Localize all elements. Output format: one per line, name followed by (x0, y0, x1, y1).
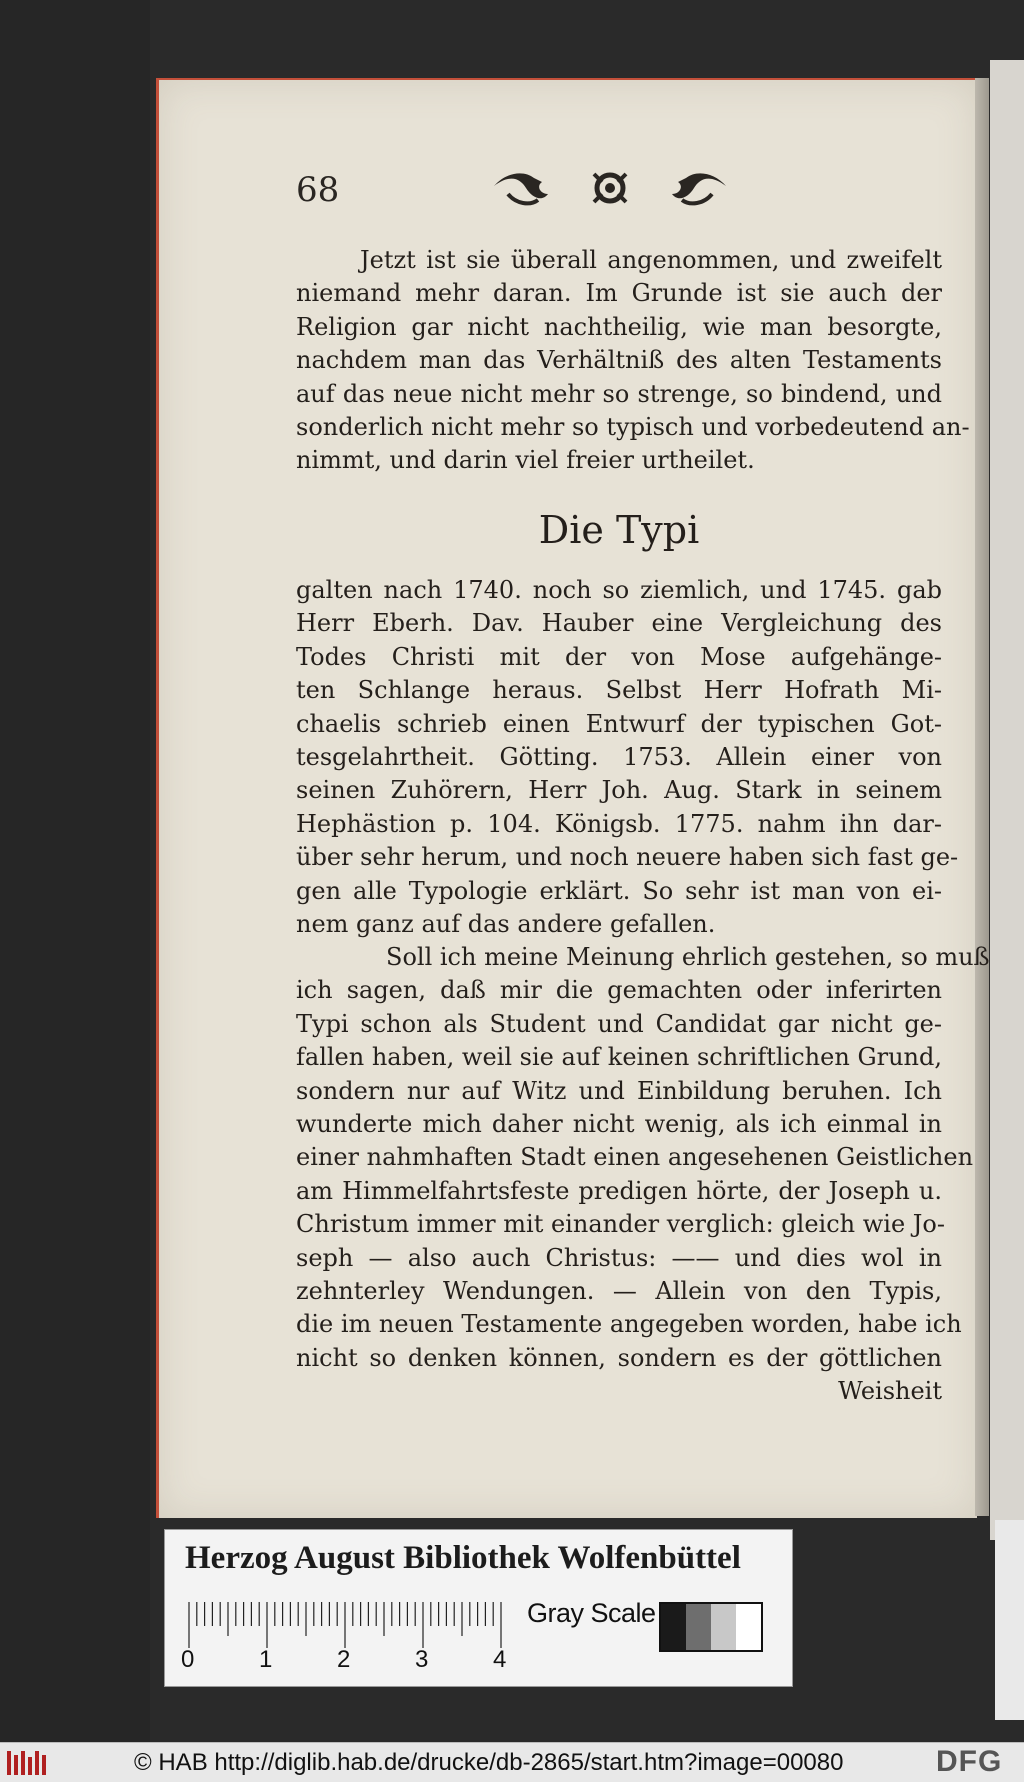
text-line: Hephästion p. 104. Königsb. 1775. nahm ihn dar- (296, 809, 942, 838)
ruler-number: 4 (493, 1646, 507, 1673)
text-line: Soll ich meine Meinung ehrlich gestehen, so muß (386, 943, 990, 971)
adjacent-page-edge (990, 60, 1024, 1540)
color-calibration-label (164, 1529, 793, 1687)
gray-scale-label: Gray Scale (527, 1598, 656, 1628)
text-line: gen alle Typologie erklärt. So sehr ist man von ei- (296, 876, 942, 905)
hab-logo-icon (6, 1749, 48, 1777)
ruler-number: 3 (415, 1646, 429, 1673)
text-line: seph — also auch Christus: —— und dies wol in (296, 1243, 942, 1272)
text-line: nem ganz auf das andere gefallen. (296, 909, 716, 938)
gray-scale-swatches (659, 1602, 763, 1652)
text-line: seinen Zuhörern, Herr Joh. Aug. Stark in seinem (296, 776, 942, 805)
source-link[interactable]: © HAB http://diglib.hab.de/drucke/db-2865/start.htm?image=00080 (134, 1749, 844, 1776)
text-line: wunderte mich daher nicht wenig, als ich einmal in (296, 1109, 942, 1138)
gray-swatch (736, 1604, 761, 1650)
text-line: nachdem man das Verhältniß des alten Testaments (296, 346, 942, 375)
text-line: auf das neue nicht mehr so strenge, so bindend, und (296, 379, 942, 408)
section-heading: Die Typi (538, 508, 700, 552)
paragraph-3 (296, 941, 990, 1408)
gray-swatch (661, 1604, 686, 1650)
viewer-footer (0, 1742, 1024, 1782)
scan-background-left (0, 0, 150, 1742)
page-gutter-shadow (975, 78, 989, 1516)
catchword: Weisheit (838, 1377, 942, 1406)
text-line: ich sagen, daß mir die gemachten oder inferirten (296, 976, 942, 1005)
printer-ornament-icon (490, 164, 730, 212)
adjacent-page-label-edge (995, 1520, 1024, 1720)
text-line: Todes Christi mit der von Mose aufgehänge- (296, 642, 942, 671)
gray-swatch (686, 1604, 711, 1650)
ruler-number: 1 (259, 1646, 273, 1673)
text-line: sonderlich nicht mehr so typisch und vorbedeutend an- (296, 412, 970, 441)
gray-swatch (711, 1604, 736, 1650)
ruler-scale (185, 1600, 505, 1650)
paragraph-2 (296, 574, 959, 941)
text-line: am Himmelfahrtsfeste predigen hörte, der Joseph u. (296, 1176, 942, 1205)
text-line: niemand mehr daran. Im Grunde ist sie auch der (296, 279, 942, 308)
text-line: tesgelahrtheit. Götting. 1753. Allein einer von (296, 742, 942, 771)
ruler-number: 2 (337, 1646, 351, 1673)
paragraph-1 (296, 244, 970, 478)
text-line: zehnterley Wendungen. — Allein von den Typis, (296, 1276, 942, 1305)
ruler-number: 0 (181, 1646, 195, 1673)
text-line: nimmt, und darin viel freier urtheilet. (296, 446, 755, 475)
text-line: Herr Eberh. Dav. Hauber eine Vergleichung des (296, 609, 942, 638)
text-line: Religion gar nicht nachtheilig, wie man besorgte, (296, 312, 942, 341)
text-line: über sehr herum, und noch neuere haben sich fast ge- (296, 843, 959, 872)
text-line: Christum immer mit einander verglich: gleich wie Jo- (296, 1210, 945, 1239)
dfg-logo: DFG (936, 1745, 1003, 1778)
text-line: einer nahmhaften Stadt einen angesehenen Geistlichen (296, 1143, 974, 1172)
text-line: nicht so denken können, sondern es der göttlichen (296, 1343, 942, 1372)
library-name: Herzog August Bibliothek Wolfenbüttel (185, 1540, 741, 1576)
page-number: 68 (296, 170, 340, 210)
text-line: ten Schlange heraus. Selbst Herr Hofrath Mi- (296, 676, 942, 705)
text-line: galten nach 1740. noch so ziemlich, und 1745. gab (296, 576, 942, 604)
text-line: sondern nur auf Witz und Einbildung beruhen. Ich (296, 1076, 942, 1105)
text-line: die im neuen Testamente angegeben worden, habe ich (296, 1310, 962, 1339)
text-line: fallen haben, weil sie auf keinen schriftlichen Grund, (296, 1043, 942, 1072)
text-line: chaelis schrieb einen Entwurf der typischen Got- (296, 709, 942, 738)
text-line: Typi schon als Student und Candidat gar nicht ge- (296, 1009, 942, 1038)
text-line: Jetzt ist sie überall angenommen, und zweifelt (360, 246, 942, 274)
